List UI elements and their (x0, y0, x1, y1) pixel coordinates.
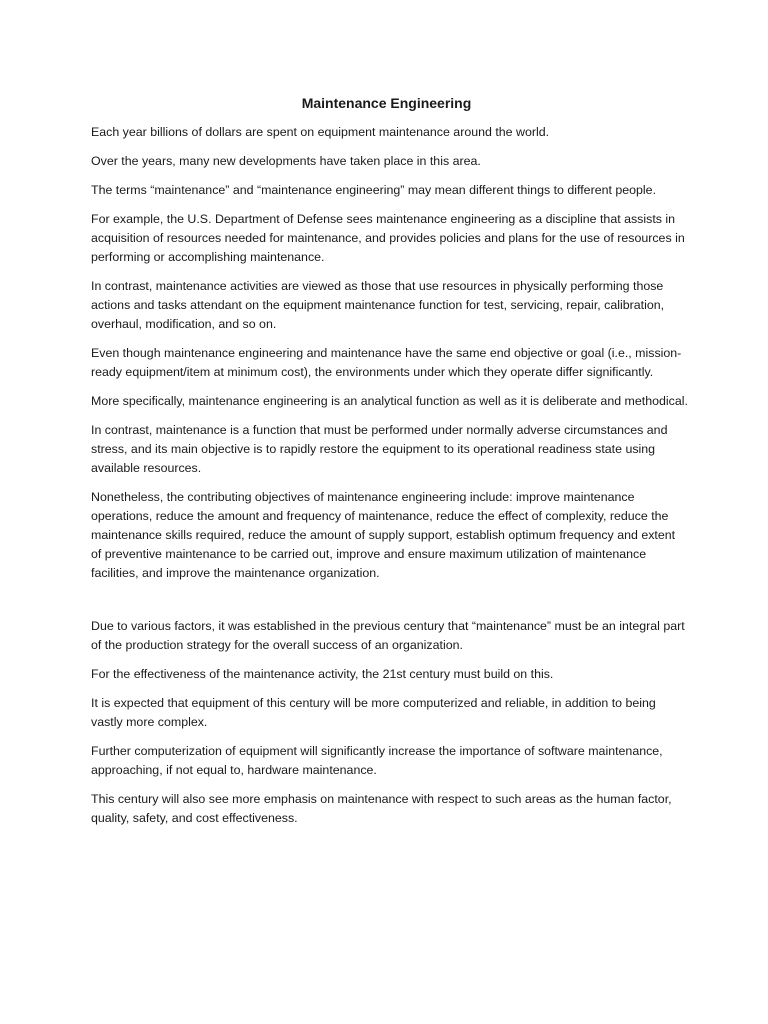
paragraph: Due to various factors, it was established in the previous century that “maintenance” must be an integral part of the production strategy for the overall success of an organization. (91, 619, 685, 652)
paragraph: Further computerization of equipment will significantly increase the importance of software maintenance, approaching, if not equal to, hardware maintenance. (91, 744, 663, 777)
paragraph: Each year billions of dollars are spent on equipment maintenance around the world. (91, 125, 550, 139)
paragraph: For the effectiveness of the maintenance activity, the 21st century must build on this. (91, 667, 554, 681)
paragraph: Nonetheless, the contributing objectives of maintenance engineering include: improve maintenance operations, reduce the amount and frequency of maintenance, reduce the effect of complexity, reduce the maintenance skills required, reduce the amount of supply support, establish optimum frequency and extent of preventive maintenance to be carried out, improve and ensure maximum utilization of maintenance facilities, and improve the maintenance organization. (91, 490, 676, 580)
paragraph: Even though maintenance engineering and maintenance have the same end objective or goal (i.e., mission-ready equipment/item at minimum cost), the environments under which they operate differ significantly. (91, 346, 682, 379)
paragraph: In contrast, maintenance is a function that must be performed under normally adverse circumstances and stress, and its main objective is to rapidly restore the equipment to its operational readiness state using available resources. (91, 423, 668, 475)
paragraph: More specifically, maintenance engineering is an analytical function as well as it is deliberate and methodical. (91, 394, 688, 408)
section-break (91, 593, 688, 617)
paragraph: For example, the U.S. Department of Defense sees maintenance engineering as a discipline that assists in acquisition of resources needed for maintenance, and provides policies and plans for the use of resources in performing or accomplishing maintenance. (91, 212, 685, 264)
paragraph: This century will also see more emphasis on maintenance with respect to such areas as the human factor, quality, safety, and cost effectiveness. (91, 792, 672, 825)
paragraph: Over the years, many new developments have taken place in this area. (91, 154, 481, 168)
paragraph: The terms “maintenance” and “maintenance engineering” may mean different things to different people. (91, 183, 657, 197)
page-title: Maintenance Engineering (301, 95, 472, 111)
paragraph: It is expected that equipment of this century will be more computerized and reliable, in addition to being vastly more complex. (91, 696, 656, 729)
paragraph: In contrast, maintenance activities are viewed as those that use resources in physically performing those actions and tasks attendant on the equipment maintenance function for test, servicing, repair, calibration, overhaul, modification, and so on. (91, 279, 665, 331)
